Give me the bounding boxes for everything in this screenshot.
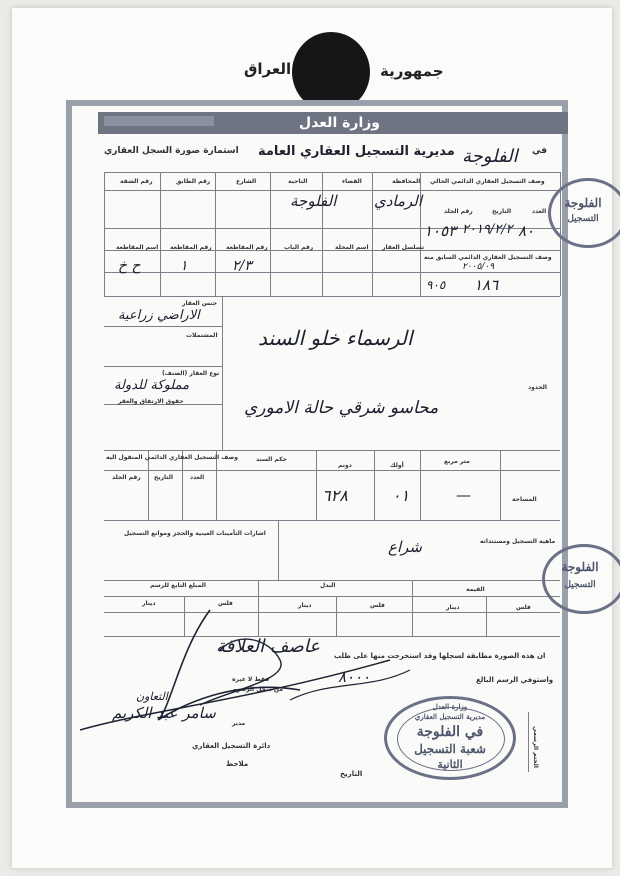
side-stamp-bottom: [542, 544, 620, 614]
fee-value: ٨٠٠٠: [338, 668, 371, 686]
col-area-date: التاريخ: [154, 474, 174, 481]
office-label: في: [532, 146, 547, 156]
area-olk: ٠١: [392, 486, 410, 505]
col-district: القضاء: [342, 178, 362, 185]
unit-1: فلس: [516, 604, 531, 611]
value-label: القيمة: [466, 586, 485, 593]
stamp-line-2: مديرية التسجيل العقاري: [414, 712, 486, 721]
date-label: التاريخ: [340, 770, 363, 778]
entry-date: ٢٠١٩/٢/٢: [462, 222, 513, 237]
side-stamp-bottom-text: الفلوجة: [561, 560, 599, 574]
fee-label: المبلغ التابع للرسم: [150, 582, 206, 589]
col-serial: تسلسل العقار: [382, 244, 425, 251]
property-type-label: نوع العقار (الصنف): [162, 370, 220, 377]
col-area-number: العدد: [190, 474, 205, 481]
contents-label: المشتملات: [186, 332, 218, 339]
stamp-line-5: الثانية: [437, 758, 463, 771]
director-label: مدير: [232, 720, 246, 727]
previous-label: وصف التسجيل العقاري الدائمي السابق منه: [424, 254, 552, 261]
mahalla-number: ١: [180, 258, 188, 274]
col-floor: رقم الطابق: [176, 178, 211, 185]
entry-number: ٨٠: [518, 222, 535, 240]
col-plot: رقم المقاطعة: [226, 244, 268, 251]
stamp-line-1: وزارة العدل: [432, 702, 468, 711]
mahalla-name: ح خ: [118, 258, 141, 274]
sub-col-number: العدد: [532, 208, 547, 215]
col-subdistrict: الناحية: [288, 178, 308, 185]
owner-text: الرسماء خلو السند: [258, 326, 413, 350]
registration-nature-value: شراع: [388, 538, 422, 556]
encumbrance-label: اشارات التأمينات العينية والحجز وموانع التسجيل: [124, 530, 266, 537]
area-donum: ٦٢٨: [322, 486, 348, 505]
col-area-volume: رقم الجلد: [112, 474, 141, 481]
property-type-value: مملوكة للدولة: [114, 378, 190, 393]
fee-words: فقط لا غيره: [232, 676, 270, 683]
kind-value: الاراضي زراعية: [118, 308, 200, 323]
registration-label: وصف التسجيل العقاري الدائمي المنقول اليه: [106, 454, 238, 461]
republic-text: جمهورية: [380, 62, 444, 80]
cooperation-text: التعاون: [136, 690, 168, 703]
col-door: رقم الباب: [284, 244, 314, 251]
stamp-line-4: شعبة التسجيل: [414, 742, 486, 756]
unit-3: فلس: [370, 602, 385, 609]
plot-number: ٢/٣: [232, 258, 252, 274]
col-plot-name: اسم المقاطعة: [116, 244, 159, 251]
col-deed: حكم السند: [256, 456, 287, 463]
kind-label: جنس العقار: [182, 300, 218, 307]
form-name: استمارة صورة السجل العقاري: [104, 146, 239, 156]
unit-5: فلس: [218, 600, 233, 607]
col-street: الشارع: [236, 178, 257, 185]
col-plot-2: رقم المقاطعة: [170, 244, 212, 251]
unit-2: دينار: [446, 604, 460, 611]
previous-number: ١٨٦: [474, 276, 499, 294]
volume-value: ١٠٥٣: [424, 222, 457, 240]
borders-value: محاسو شرقي حالة الاموري: [244, 398, 439, 418]
banner-blank: [104, 116, 214, 126]
col-apartment: رقم الشقة: [120, 178, 153, 185]
receipt-label: من سجل الرسوم: [232, 686, 283, 693]
sub-col-volume: رقم الجلد: [444, 208, 473, 215]
borders-label: الحدود: [528, 384, 547, 391]
iraq-text: العراق: [244, 60, 292, 78]
unit-4: دينار: [298, 602, 312, 609]
side-stamp-top-text-2: التسجيل: [567, 214, 599, 224]
subdistrict-value: الفلوجة: [290, 192, 337, 210]
certify-text: ان هذه الصورة مطابقة لسجلها وقد استخرجت منها على طلب: [334, 652, 546, 660]
side-stamp-top-text: الفلوجة: [564, 196, 602, 210]
previous-volume: ٩٠٥: [426, 278, 446, 292]
director-name: سامر عبد الكريم: [112, 704, 216, 722]
area-label: المساحة: [512, 496, 537, 503]
col-donum: دونم: [338, 462, 352, 469]
col-governorate: المحافظة: [392, 178, 421, 185]
col-sqm: متر مربع: [444, 458, 470, 465]
official-seal-label: الختم الرسمي: [532, 726, 539, 768]
side-stamp-top: [548, 178, 620, 248]
col-mahalla: اسم المحلة: [335, 244, 369, 251]
side-stamp-bottom-text-2: التسجيل: [564, 580, 596, 590]
requester: عاصف العلاقة: [216, 636, 321, 657]
previous-number-2: ٢٠٠٥/٠٩: [462, 262, 495, 272]
fee-text: واستوفي الرسم البالغ: [476, 676, 554, 684]
note-label: ملاحظ: [226, 760, 249, 768]
area-sqm: —: [456, 486, 471, 504]
directorate-title: مديرية التسجيل العقاري العامة: [258, 144, 455, 159]
office-value: الفلوجة: [462, 146, 518, 167]
ministry-title: وزارة العدل: [299, 115, 380, 131]
substitute-label: البدل: [320, 582, 336, 589]
registration-nature-label: ماهية التسجيل ومستنداته: [480, 538, 556, 545]
dept-label: دائرة التسجيل العقاري: [192, 742, 271, 750]
stamp-line-3: في الفلوجة: [416, 724, 484, 740]
description-label: وصف التسجيل العقاري الدائمي الحالي: [430, 178, 545, 185]
sub-col-date: التاريخ: [492, 208, 512, 215]
rights-label: حقوق الارتفاق والعقر: [118, 398, 184, 405]
district-value: الرمادي: [374, 192, 423, 210]
col-olk: أولك: [390, 462, 404, 469]
unit-6: دينار: [142, 600, 156, 607]
